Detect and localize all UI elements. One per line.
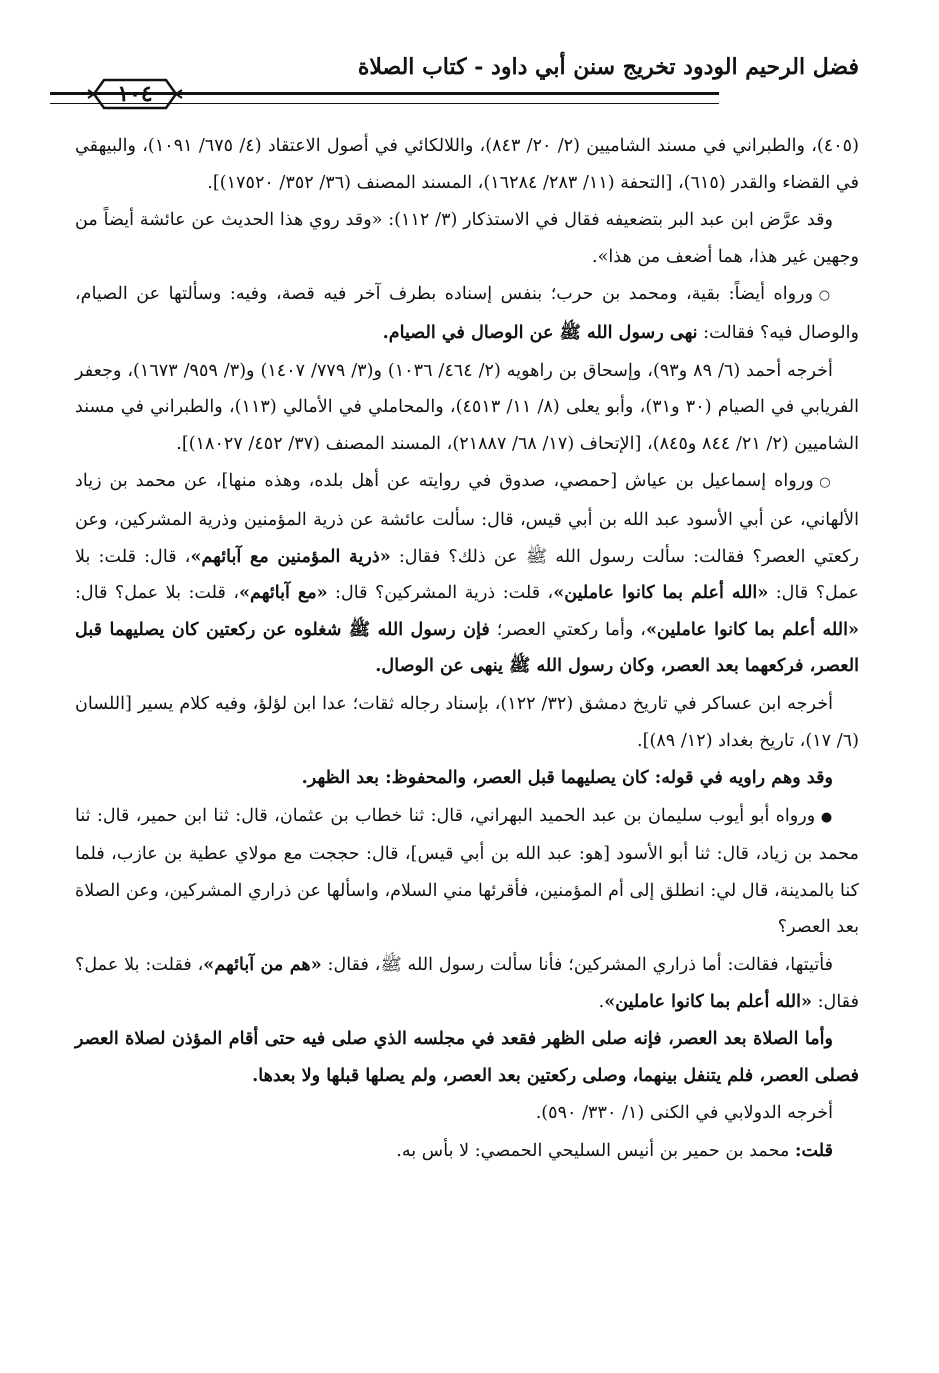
paragraph [75, 353, 859, 463]
text-run: ورواه أبو أيوب سليمان بن عبد الحميد البهراني، قال: ثنا خطاب بن عثمان، قال: ثنا ابن حمير، قال: ثنا محمد بن زياد، قال: ثنا أبو الأسود [هو: عبد الله بن أبي قيس]، قال: حججت مع مولاي عطية بن عازب، فلما كنا بالمدينة، قال لي: انطلق إلى أم المؤمنين، فأقرئها مني السلام، واسألها عن ذراري المشركين، وعن الصلاة بعد العصر؟ [75, 805, 859, 938]
paragraph [75, 128, 859, 201]
bold-text-run: وأما الصلاة بعد العصر، فإنه صلى الظهر فقعد في مجلسه الذي صلى فيه حتى أقام المؤذن لصلاة العصر فصلى العصر، فلم يتنفل بينهما، وصلى ركعتين بعد العصر، ولم يصلها قبلها ولا بعدها. [75, 1028, 859, 1086]
bold-text-run: «مع آبائهم» [239, 582, 328, 604]
bold-text-run: «الله أعلم بما كانوا عاملين» [604, 990, 813, 1012]
paragraph [75, 463, 859, 685]
text-run: ورواه إسماعيل بن عياش [حمصي، صدوق في روايته عن أهل بلده، وهذه منها]، عن محمد بن زياد الألهاني، عن أبي الأسود عبد الله بن أبي قيس، قال: سألت عائشة عن ذرية المؤمنين وذرية المشركين، وعن ركعتي العصر؟ فقالت: سألت رسول الله ﷺ عن ذلك؟ فقال: [75, 471, 859, 567]
paragraph [75, 947, 859, 1020]
bullet-circle-icon: ● [820, 809, 833, 825]
paragraph [75, 1021, 859, 1094]
bold-text-run: «ذرية المؤمنين مع آبائهم» [190, 545, 391, 567]
text-run: ، فقلت: بلا عمل؟ فقال: [75, 955, 859, 1012]
paragraph [75, 202, 859, 275]
page-number-ornament [80, 74, 190, 114]
bold-text-run: «الله أعلم بما كانوا عاملين» [645, 618, 859, 640]
text-run: ورواه أيضاً: بقية، ومحمد بن حرب؛ بنفس إسناده بطرف آخر فيه قصة، وفيه: وسألتها عن الصيام، والوصال فيه؟ فقالت: [75, 284, 859, 343]
bold-text-run: قلت: [794, 1140, 833, 1162]
bold-text-run: وقد وهم راويه في قوله: كان يصليهما قبل العصر، والمحفوظ: بعد الظهر. [301, 767, 833, 789]
text-run: ، قلت: ذرية المشركين؟ قال: [327, 583, 554, 604]
paragraph [75, 1095, 859, 1132]
text-run: ، قال: قلت: بلا عمل؟ قال: [75, 546, 859, 604]
paragraph [75, 276, 859, 351]
main-text [75, 128, 859, 1171]
bold-text-run: فإن رسول الله ﷺ شغلوه عن ركعتين كان يصليهما قبل العصر، فركعهما بعد العصر، وكان رسول الله ﷺ ينهى عن الوصال. [75, 618, 859, 677]
text-run: أخرجه أحمد (٦/ ٨٩ و٩٣)، وإسحاق بن راهويه (٢/ ٤٦٤/ ١٠٣٦) و(٣/ ٧٧٩/ ١٤٠٧) و(٣/ ٩٥٩/ ١٦٧٣)، وجعفر الفريابي في الصيام (٣٠ و٣١)، وأبو يعلى (٨/ ١١/ ٤٥١٣)، والمحاملي في الأمالي (١١٣)، والطبراني في مسند الشاميين (٢/ ٢١/ ٨٤٤ و٨٤٥)، [الإتحاف (١٧/ ٦٨/ ٢١٨٨٧)، المسند المصنف (٣٧/ ٤٥٢/ ١٨٠٢٧)]. [75, 360, 859, 454]
text-run: (٤٠٥)، والطبراني في مسند الشاميين (٢/ ٢٠/ ٨٤٣)، واللالكائي في أصول الاعتقاد (٤/ ٦٧٥/ ١٠٩١)، والبيهقي في القضاء والقدر (٦١٥)، [التحفة (١١/ ٢٨٣/ ١٦٢٨٤)، المسند المصنف (٣٦/ ٣٥٢/ ١٧٥٢٠)]. [75, 136, 859, 193]
bold-text-run: نهى رسول الله ﷺ عن الوصال في الصيام. [382, 321, 698, 343]
header-title: فضل الرحيم الودود تخريج سنن أبي داود - كتاب الصلاة [357, 54, 859, 80]
page-number: ١٠٤ [117, 81, 153, 107]
text-run: ، قلت: بلا عمل؟ قال: [75, 583, 240, 604]
bullet-circle-icon: ○ [818, 288, 834, 304]
text-run: ، وأما ركعتي العصر؛ [489, 619, 646, 640]
text-run: فأتيتها، فقالت: أما ذراري المشركين؛ فأنا سألت رسول الله ﷺ، فقال: [321, 955, 833, 976]
paragraph [75, 798, 859, 946]
text-run: وقد عرَّض ابن عبد البر بتضعيفه فقال في الاستذكار (٣/ ١١٢): «وقد روي هذا الحديث عن عائشة أيضاً من وجهين غير هذا، هما أضعف من هذا». [75, 210, 859, 267]
running-header [70, 52, 859, 112]
paragraph [75, 760, 859, 797]
paragraph [75, 1133, 859, 1170]
paragraph [75, 686, 859, 759]
text-run: . [598, 991, 605, 1012]
text-run: أخرجه الدولابي في الكنى (١/ ٣٣٠/ ٥٩٠). [535, 1103, 833, 1124]
text-run: محمد بن حمير بن أنيس السليحي الحمصي: لا بأس به. [396, 1141, 795, 1162]
text-run: أخرجه ابن عساكر في تاريخ دمشق (٣٢/ ١٢٢)، بإسناد رجاله ثقات؛ عدا ابن لؤلؤ، وفيه كلام يسير [اللسان (٦/ ١٧)، تاريخ بغداد (١٢/ ٨٩)]. [75, 693, 859, 751]
bold-text-run: «هم من آبائهم» [203, 954, 322, 976]
bold-text-run: «الله أعلم بما كانوا عاملين» [553, 582, 769, 604]
bullet-circle-icon: ○ [819, 475, 834, 491]
